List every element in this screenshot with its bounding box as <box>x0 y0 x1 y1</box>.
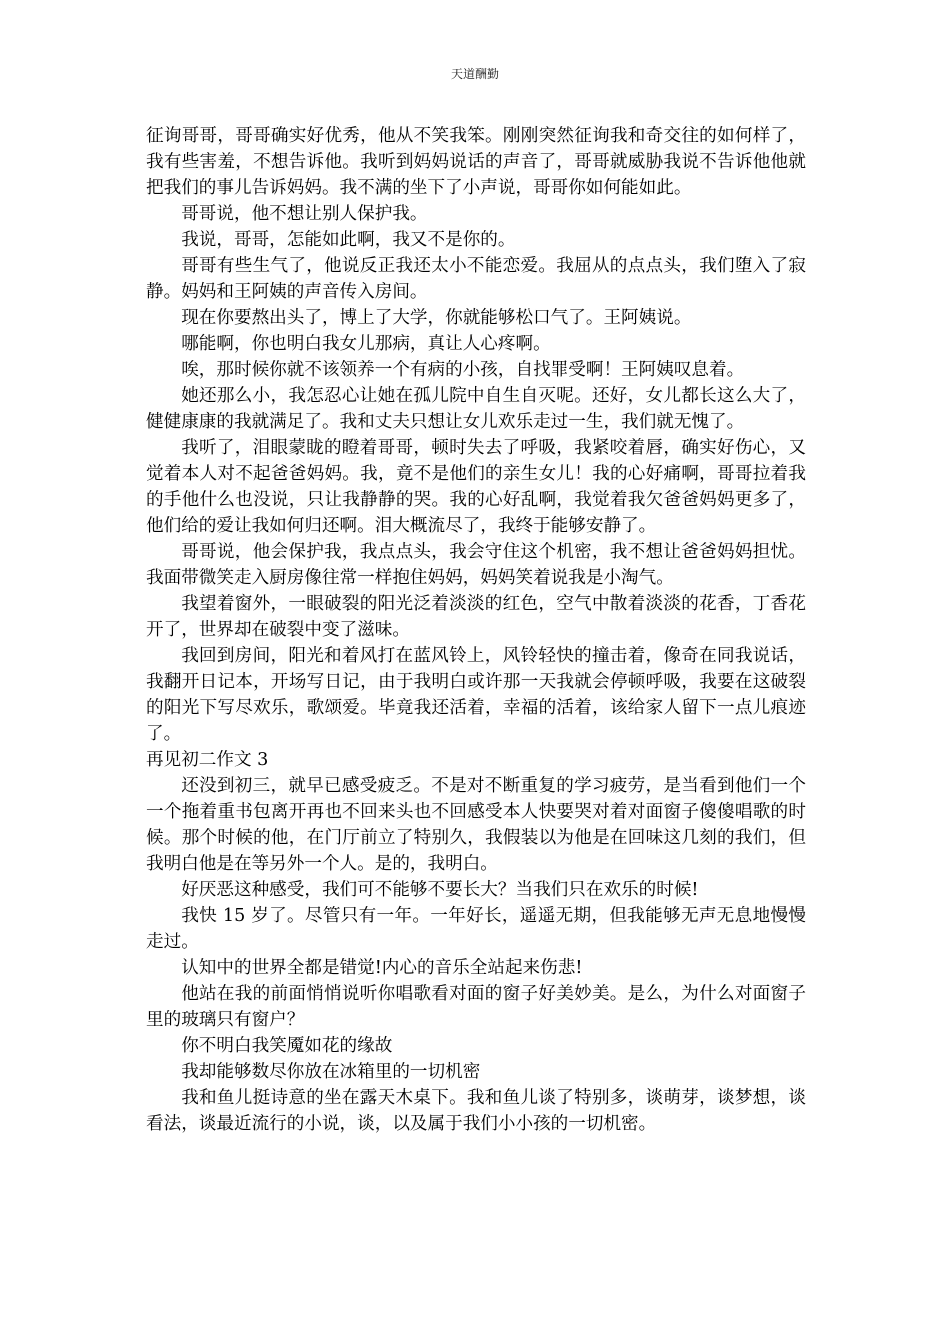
paragraph: 我和鱼儿挺诗意的坐在露天木桌下。我和鱼儿谈了特别多，谈萌芽，谈梦想，谈看法，谈最近流行的小说，谈，以及属于我们小小孩的一切机密。 <box>146 1088 806 1134</box>
paragraph: 还没到初三，就早已感受疲乏。不是对不断重复的学习疲劳，是当看到他们一个一个拖着重书包离开再也不回来头也不回感受本人快要哭对着对面窗子傻傻唱歌的时候。那个时候的他，在门厅前立了特别久，我假装以为他是在回味这几刻的我们，但我明白他是在等另外一个人。是的，我明白。 <box>146 776 806 874</box>
paragraph: 哥哥说，他会保护我，我点点头，我会守住这个机密，我不想让爸爸妈妈担忧。我面带微笑走入厨房像往常一样抱住妈妈，妈妈笑着说我是小淘气。 <box>146 542 806 588</box>
paragraph: 唉，那时候你就不该领养一个有病的小孩，自找罪受啊！王阿姨叹息着。 <box>181 360 745 380</box>
page-header: 天道酬勤 <box>450 67 499 81</box>
section-heading: 再见初二作文 3 <box>146 750 269 770</box>
paragraph: 我望着窗外，一眼破裂的阳光泛着淡淡的红色，空气中散着淡淡的花香，丁香花开了，世界却在破裂中变了滋味。 <box>146 594 806 640</box>
paragraph: 你不明白我笑魇如花的缘故 <box>181 1036 393 1056</box>
paragraph: 她还那么小，我怎忍心让她在孤儿院中自生自灭呢。还好，女儿都长这么大了，健健康康的我就满足了。我和丈夫只想让女儿欢乐走过一生，我们就无愧了。 <box>146 386 806 432</box>
paragraph: 我却能够数尽你放在冰箱里的一切机密 <box>181 1062 481 1082</box>
paragraph: 我快 15 岁了。尽管只有一年。一年好长，遥遥无期，但我能够无声无息地慢慢走过。 <box>146 906 806 952</box>
paragraph: 哥哥说，他不想让别人保护我。 <box>181 204 428 224</box>
paragraph: 哪能啊，你也明白我女儿那病，真让人心疼啊。 <box>181 334 551 354</box>
paragraph: 现在你要熬出头了，博上了大学，你就能够松口气了。王阿姨说。 <box>181 308 692 328</box>
paragraph: 好厌恶这种感受，我们可不能够不要长大？当我们只在欢乐的时候! <box>181 880 699 900</box>
paragraph: 征询哥哥，哥哥确实好优秀，他从不笑我笨。刚刚突然征询我和奇交往的如何样了，我有些害羞，不想告诉他。我听到妈妈说话的声音了，哥哥就威胁我说不告诉他他就把我们的事儿告诉妈妈。我不满的坐下了小声说，哥哥你如何能如此。 <box>146 126 806 198</box>
paragraph: 哥哥有些生气了，他说反正我还太小不能恋爱。我屈从的点点头，我们堕入了寂静。妈妈和王阿姨的声音传入房间。 <box>146 256 806 302</box>
document-body <box>146 123 806 1137</box>
paragraph: 他站在我的前面悄悄说听你唱歌看对面的窗子好美妙美。是么，为什么对面窗子里的玻璃只有窗户？ <box>146 984 806 1030</box>
paragraph: 我回到房间，阳光和着风打在蓝风铃上，风铃轻快的撞击着，像奇在同我说话，我翻开日记本，开场写日记，由于我明白或许那一天我就会停顿呼吸，我要在这破裂的阳光下写尽欢乐，歌颂爱。毕竟我还活着，幸福的活着，该给家人留下一点儿痕迹了。 <box>146 646 806 744</box>
paragraph: 认知中的世界全都是错觉!内心的音乐全站起来伤悲! <box>181 958 583 978</box>
paragraph: 我说，哥哥，怎能如此啊，我又不是你的。 <box>181 230 516 250</box>
paragraph: 我听了，泪眼蒙眬的瞪着哥哥，顿时失去了呼吸，我紧咬着唇，确实好伤心，又觉着本人对不起爸爸妈妈。我，竟不是他们的亲生女儿！我的心好痛啊，哥哥拉着我的手他什么也没说，只让我静静的哭。我的心好乱啊，我觉着我欠爸爸妈妈更多了，他们给的爱让我如何归还啊。泪大概流尽了，我终于能够安静了。 <box>146 438 806 536</box>
